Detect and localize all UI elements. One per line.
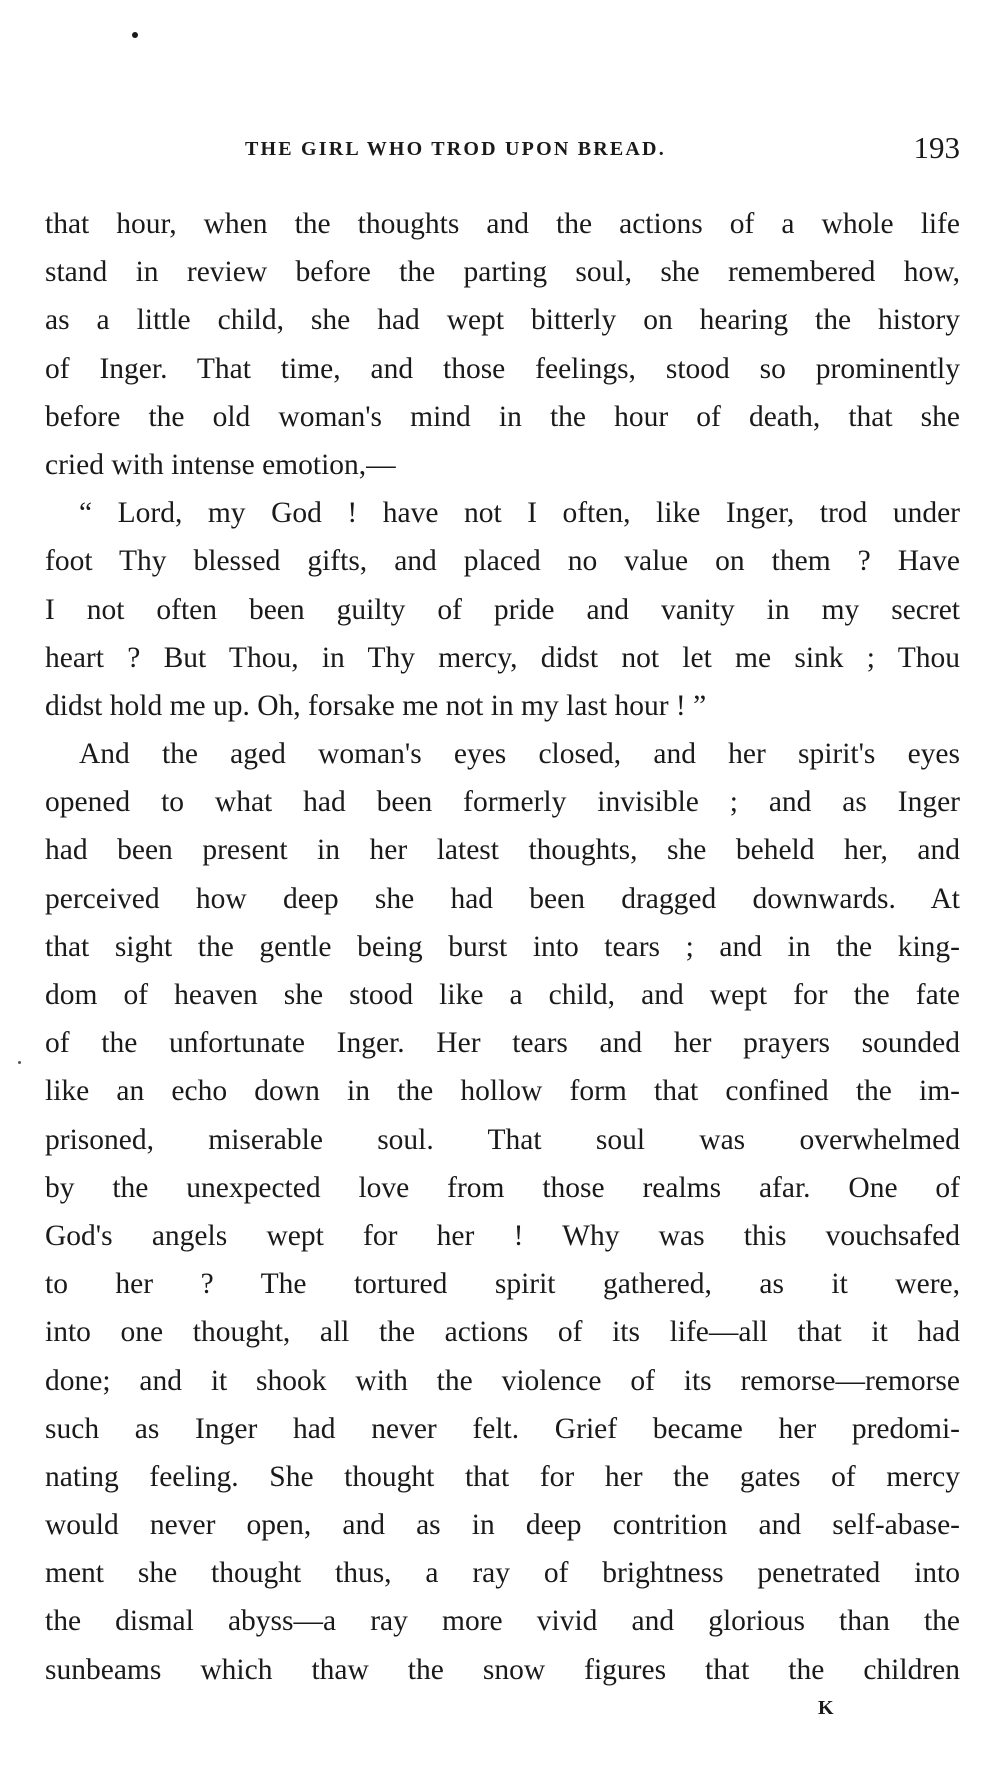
text-line: of the unfortunate Inger. Her tears and her prayers sounded	[45, 1027, 960, 1060]
text-line: by the unexpected love from those realms afar. One of	[45, 1171, 960, 1204]
text-line: didst hold me up. Oh, forsake me not in my last hour ! ”	[45, 689, 707, 722]
text-line: into one thought, all the actions of its life—all that it had	[45, 1316, 960, 1349]
signature-mark: K	[818, 1697, 834, 1719]
text-line: before the old woman's mind in the hour of death, that she	[45, 400, 960, 433]
ink-speck	[132, 32, 138, 38]
text-line: to her ? The tortured spirit gathered, as it were,	[45, 1268, 960, 1301]
running-title: THE GIRL WHO TROD UPON BREAD.	[245, 138, 666, 160]
text-line: nating feeling. She thought that for her the gates of mercy	[45, 1460, 960, 1493]
text-line: stand in review before the parting soul, she remembered how,	[45, 256, 960, 289]
text-line: heart ? But Thou, in Thy mercy, didst not let me sink ; Thou	[45, 641, 960, 674]
text-line: ment she thought thus, a ray of brightness penetrated into	[45, 1557, 960, 1590]
text-line: like an echo down in the hollow form that confined the im-	[45, 1075, 960, 1108]
text-line: prisoned, miserable soul. That soul was overwhelmed	[45, 1123, 960, 1156]
text-line: opened to what had been formerly invisible ; and as Inger	[45, 786, 960, 819]
text-line: sunbeams which thaw the snow figures that the children	[45, 1653, 960, 1686]
text-line: dom of heaven she stood like a child, and wept for the fate	[45, 979, 960, 1011]
text-line: had been present in her latest thoughts, she beheld her, and	[45, 834, 960, 867]
text-line: And the aged woman's eyes closed, and her spirit's eyes	[79, 738, 960, 771]
text-line: perceived how deep she had been dragged downwards. At	[45, 882, 960, 915]
text-line: that hour, when the thoughts and the actions of a whole life	[45, 208, 960, 240]
text-line: cried with intense emotion,—	[45, 448, 396, 481]
text-line: done; and it shook with the violence of its remorse—remorse	[45, 1364, 960, 1397]
text-line: foot Thy blessed gifts, and placed no value on them ? Have	[45, 545, 960, 578]
body-text	[45, 200, 960, 1694]
ink-speck	[18, 1061, 21, 1064]
page-number: 193	[913, 130, 960, 165]
page-header	[45, 130, 960, 170]
text-line: God's angels wept for her ! Why was this vouchsafed	[45, 1219, 960, 1252]
text-line: I not often been guilty of pride and vanity in my secret	[45, 593, 960, 626]
text-line: “ Lord, my God ! have not I often, like Inger, trod under	[79, 497, 960, 530]
text-line: that sight the gentle being burst into tears ; and in the king-	[45, 930, 960, 963]
text-line: of Inger. That time, and those feelings, stood so prominently	[45, 352, 960, 385]
text-line: the dismal abyss—a ray more vivid and glorious than the	[45, 1605, 960, 1638]
text-line: such as Inger had never felt. Grief became her predomi-	[45, 1412, 960, 1445]
text-line: as a little child, she had wept bitterly on hearing the history	[45, 304, 960, 337]
text-line: would never open, and as in deep contrition and self-abase-	[45, 1509, 960, 1542]
